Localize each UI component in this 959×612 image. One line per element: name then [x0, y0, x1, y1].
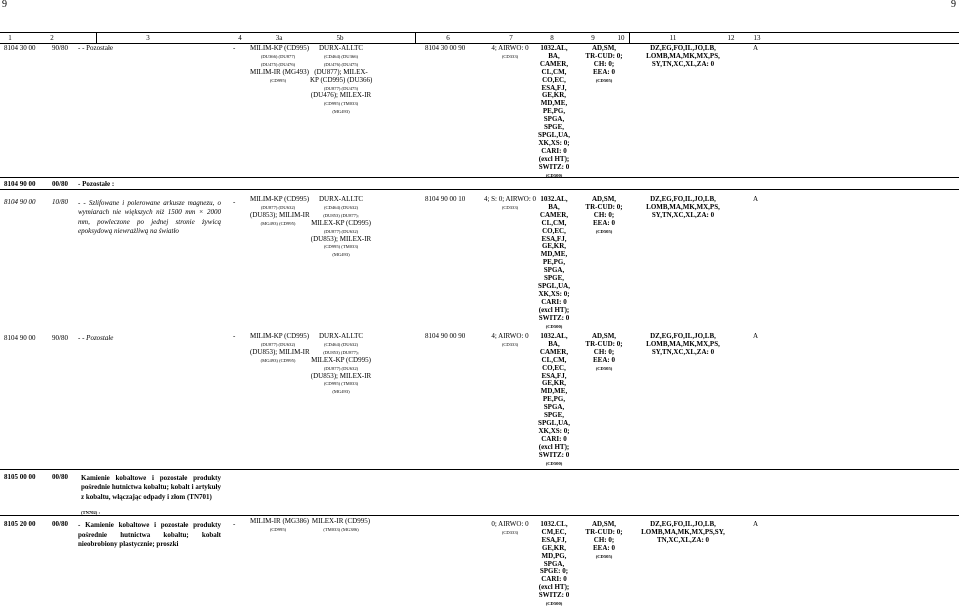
cn-code: 8104 90 00	[4, 180, 36, 188]
column-3a-block: MILIM-KP (CD995) (DU877) (DU632) (DU853); MILIM-IR (MG493) (CD995)	[250, 332, 310, 363]
column-5b-block: DURX-ALLTC (CD464) (DU632) (DU853) (DU877); MILEX-KP (CD995) (DU877) (DU632) (DU853); MILEX-IR (CD995) (TM033) (MG493)	[310, 332, 372, 395]
goods-description-footnote: (TN702) :	[81, 510, 101, 515]
column-5b-block: MILEX-IR (CD995) (TM033) (MG386)	[311, 517, 371, 532]
column-4-value: -	[233, 44, 236, 52]
goods-description: - Pozostałe :	[78, 180, 115, 188]
column-7-block: 0; AIRWO: 0 (CD333)	[491, 520, 529, 535]
cn-code: 8104 30 00	[4, 44, 36, 52]
column-header: 12	[727, 34, 735, 42]
column-13-value: A	[753, 332, 759, 340]
header-divider	[415, 32, 416, 44]
column-11-block: DZ,EG,FO,IL,JO,LB, LOMB,MA,MK,MX,PS,SY, TN,XC,XL,ZA: 0	[641, 520, 725, 544]
goods-description: - Kamienie kobaltowe i pozostałe produkty pośrednie hutnictwa kobaltu; kobalt nieobrobiony plastycznie; proszki	[78, 521, 221, 549]
cn-code: 8104 90 00	[4, 198, 36, 206]
taric-suffix: 90/80	[52, 334, 68, 342]
column-3a-block: MILIM-KP (CD995) (DU877) (DU632) (DU853); MILIM-IR (MG493) (CD995)	[250, 195, 310, 226]
page-number-right: 9	[951, 0, 956, 10]
column-6-code: 8104 90 00 90	[425, 332, 466, 340]
column-header: 1	[8, 34, 12, 42]
column-8-block: 1032.AL, BA, CAMER, CL,CM, CO,EC, ESA,FJ, GE,KR, MD,ME, PE,PG, SPGA, SPGE, SPGL,UA, XK,XS: 0; CARI: 0 (excl HT); SWITZ: 0 (CD500)	[538, 332, 570, 466]
column-13-value: A	[753, 44, 759, 52]
goods-description: Kamienie kobaltowe i pozostałe produkty pośrednie hutnictwa kobaltu; kobalt i artykuły z kobaltu, włączając odpady i złom (TN701)	[81, 474, 221, 501]
column-4-value: -	[233, 198, 236, 206]
taric-suffix: 00/80	[52, 473, 68, 481]
column-7-block: 4; AIRWO: 0 (CD333)	[491, 44, 529, 59]
column-13-value: A	[753, 195, 759, 203]
column-3a-block: MILIM-KP (CD995) (DU366) (DU877) (DU475) (DU476) MILIM-IR (MG493) (CD995)	[250, 44, 310, 83]
column-header: 13	[753, 34, 761, 42]
page-number-left: 9	[2, 0, 7, 10]
header-divider	[96, 32, 97, 44]
column-9-block: AD,SM, TR-CUD: 0; CH: 0; EEA: 0 (CD505)	[585, 520, 623, 559]
column-11-block: DZ,EG,FO,IL,JO,LB, LOMB,MA,MK,MX,PS, SY,TN,XC,XL,ZA: 0	[646, 332, 720, 356]
column-header: 3	[146, 34, 150, 42]
column-13-value: A	[753, 520, 759, 528]
taric-suffix: 90/80	[52, 44, 68, 52]
column-header: 8	[550, 34, 554, 42]
column-11-block: DZ,EG,FO,IL,JO,LB, LOMB,MA,MK,MX,PS, SY,TN,XC,XL,ZA: 0	[646, 44, 720, 68]
column-7-block: 4; S: 0; AIRWO: 0 (CD333)	[483, 195, 537, 210]
column-9-block: AD,SM, TR-CUD: 0; CH: 0; EEA: 0 (CD505)	[585, 332, 623, 371]
column-11-block: DZ,EG,FO,IL,JO,LB, LOMB,MA,MK,MX,PS, SY,TN,XC,XL,ZA: 0	[646, 195, 720, 219]
cn-code: 8105 00 00	[4, 473, 36, 481]
goods-description: - - Pozostałe	[78, 44, 113, 52]
column-header: 10	[617, 34, 625, 42]
column-8-block: 1032.CL, CM,EC, ESA,FJ, GE,KR, MD,PG, SPGA, SPGE: 0; CARI: 0 (excl HT); SWITZ: 0 (CD500)	[538, 520, 570, 607]
header-divider	[629, 32, 630, 44]
cn-code: 8105 20 00	[4, 520, 36, 528]
taric-suffix: 00/80	[52, 520, 68, 528]
column-header: 3a	[275, 34, 283, 42]
column-9-block: AD,SM, TR-CUD: 0; CH: 0; EEA: 0 (CD505)	[585, 44, 623, 83]
column-4-value: -	[233, 332, 236, 340]
column-header: 11	[669, 34, 677, 42]
column-3a-block: MILIM-IR (MG386) (CD995)	[250, 517, 309, 532]
column-6-code: 8104 90 00 10	[425, 195, 466, 203]
column-header: 9	[591, 34, 595, 42]
column-8-block: 1032.AL, BA, CAMER, CL,CM, CO,EC, ESA,FJ, GE,KR, MD,ME, PE,PG, SPGA, SPGE, SPGL,UA, XK,XS: 0; CARI: 0 (excl HT); SWITZ: 0 (CD500)	[538, 44, 570, 178]
column-8-block: 1032.AL, BA, CAMER, CL,CM, CO,EC, ESA,FJ, GE,KR, MD,ME, PE,PG, SPGA, SPGE, SPGL,UA, XK,XS: 0; CARI: 0 (excl HT); SWITZ: 0 (CD500)	[538, 195, 570, 329]
row-separator	[0, 469, 959, 470]
column-4-value: -	[233, 520, 236, 528]
column-header: 7	[509, 34, 513, 42]
taric-suffix: 10/80	[52, 198, 68, 206]
table-top-rule	[0, 32, 959, 33]
row-separator	[0, 515, 959, 516]
column-header: 4	[238, 34, 242, 42]
column-6-code: 8104 30 00 90	[425, 44, 466, 52]
row-separator	[0, 189, 959, 190]
column-header: 2	[50, 34, 54, 42]
column-header: 5b	[336, 34, 344, 42]
column-header: 6	[446, 34, 450, 42]
cn-code: 8104 90 00	[4, 334, 36, 342]
column-5b-block: DURX-ALLTC (CD464) (DU366) (DU476) (DU475) (DU877); MILEX- KP (CD995) (DU366) (DU877) (DU475) (DU476); MILEX-IR (CD995) (TM033) (MG493)	[310, 44, 373, 115]
goods-description: - - Szlifowane i polerowane arkusze magnezu, o wymiarach nie większych niż 1500 mm × 2000 mm, powleczone po jednej stronie żywicą epoksydową niewrażliwą na światło	[78, 199, 221, 236]
column-9-block: AD,SM, TR-CUD: 0; CH: 0; EEA: 0 (CD505)	[585, 195, 623, 234]
column-5b-block: DURX-ALLTC (CD464) (DU632) (DU853) (DU877); MILEX-KP (CD995) (DU877) (DU632) (DU853); MILEX-IR (CD995) (TM033) (MG493)	[310, 195, 372, 258]
goods-description: - - Pozostałe	[78, 334, 114, 342]
column-7-block: 4; AIRWO: 0 (CD333)	[491, 332, 529, 347]
taric-suffix: 00/80	[52, 180, 68, 188]
row-separator	[0, 177, 959, 178]
